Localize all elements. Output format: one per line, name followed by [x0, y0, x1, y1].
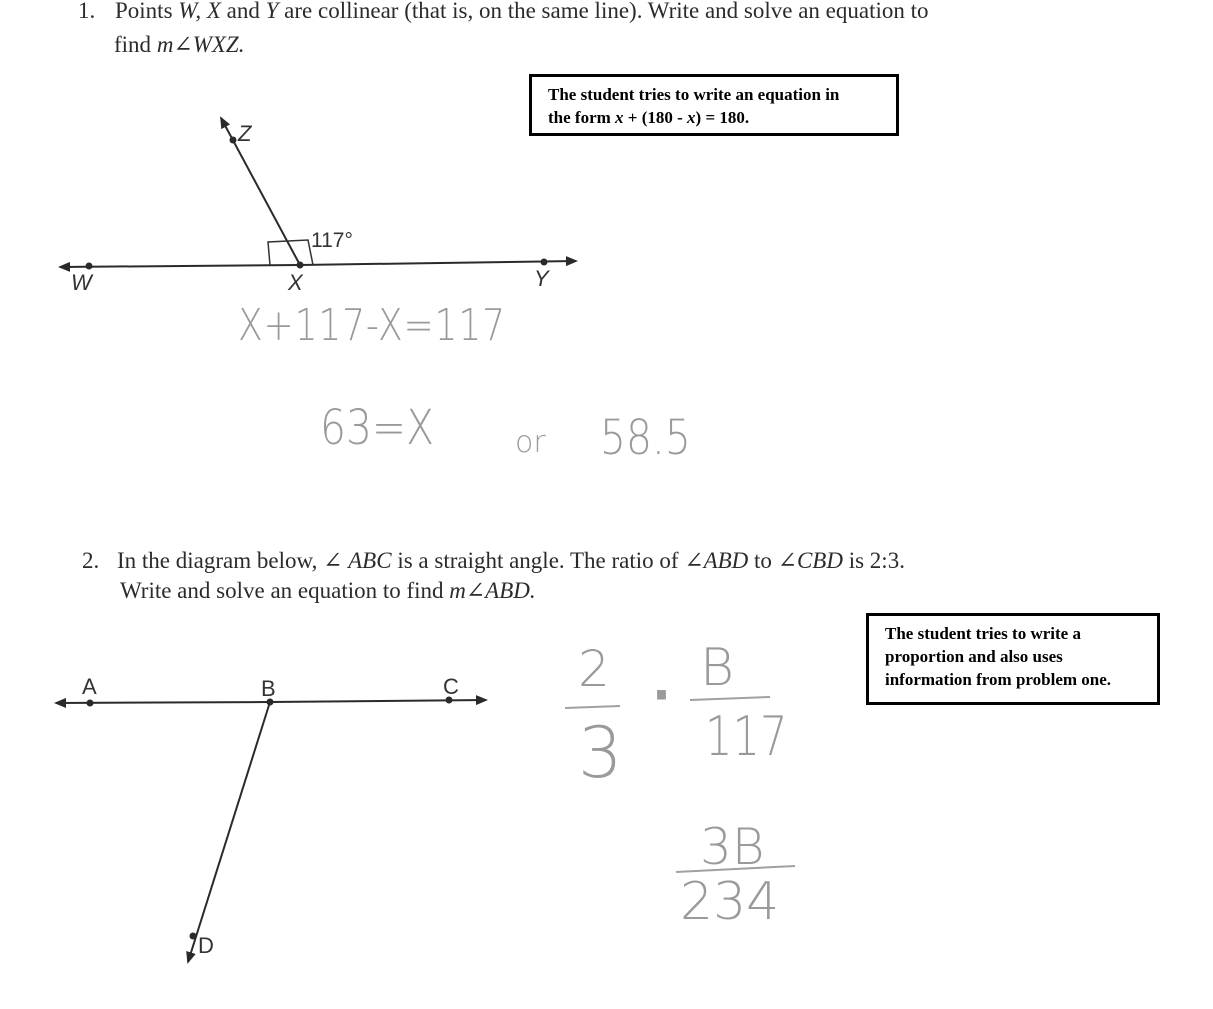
- label-w: W: [71, 270, 92, 295]
- label-d: D: [198, 933, 214, 958]
- label-x: X: [288, 270, 303, 295]
- label-b: B: [261, 676, 276, 701]
- angle-expression-2: m∠ABD.: [449, 578, 536, 603]
- problem-1-number: 1.: [78, 0, 96, 23]
- point-y: [541, 259, 548, 266]
- label-angle-117: 117°: [311, 229, 353, 252]
- point-d: [190, 933, 197, 940]
- problem-1-line-1: 1. Points W, X and Y are collinear (that is, on the same line). Write and solve an equation to: [78, 0, 929, 23]
- handwritten-answer-alt: 58.5: [600, 410, 691, 466]
- label-a: A: [82, 674, 97, 699]
- handwritten-den-234: 234: [680, 872, 780, 932]
- handwritten-equation: X+117-X=117: [238, 300, 506, 351]
- angle-expression: m∠WXZ.: [156, 32, 245, 57]
- point-w: [86, 263, 93, 270]
- label-y: Y: [534, 266, 549, 291]
- handwritten-den-117: 117: [705, 705, 788, 768]
- label-z: Z: [238, 121, 252, 146]
- problem-1-line-2: find m∠WXZ.: [114, 32, 245, 57]
- line-wxy: [60, 261, 576, 267]
- problem-2-number: 2.: [82, 548, 100, 573]
- point-z: [230, 137, 237, 144]
- handwritten-num-b: B: [700, 638, 735, 698]
- handwritten-or: or: [515, 425, 546, 460]
- handwritten-num-3b: 3B: [700, 818, 765, 876]
- angle-mark: [268, 240, 313, 265]
- problem-2-line-1: 2. In the diagram below, ∠ ABC is a straight angle. The ratio of ∠ABD to ∠CBD is 2:3.: [82, 548, 905, 573]
- handwritten-den-3: 3: [578, 712, 623, 794]
- point-x: [297, 262, 304, 269]
- label-c: C: [443, 674, 459, 699]
- handwritten-num-2: 2: [578, 640, 610, 698]
- problem-2-line-2: Write and solve an equation to find m∠ABD.: [120, 578, 536, 603]
- problem-1-note-box: The student tries to write an equation in the form x + (180 - x) = 180.: [529, 74, 899, 136]
- ray-bd: [188, 702, 270, 962]
- point-a: [87, 700, 94, 707]
- handwritten-answer: 63=X: [320, 400, 435, 456]
- problem-2-note-box: The student tries to write a proportion and also uses information from problem one.: [866, 613, 1160, 705]
- handwritten-dot: ·: [652, 666, 671, 724]
- fraction-bar-1: [565, 706, 620, 708]
